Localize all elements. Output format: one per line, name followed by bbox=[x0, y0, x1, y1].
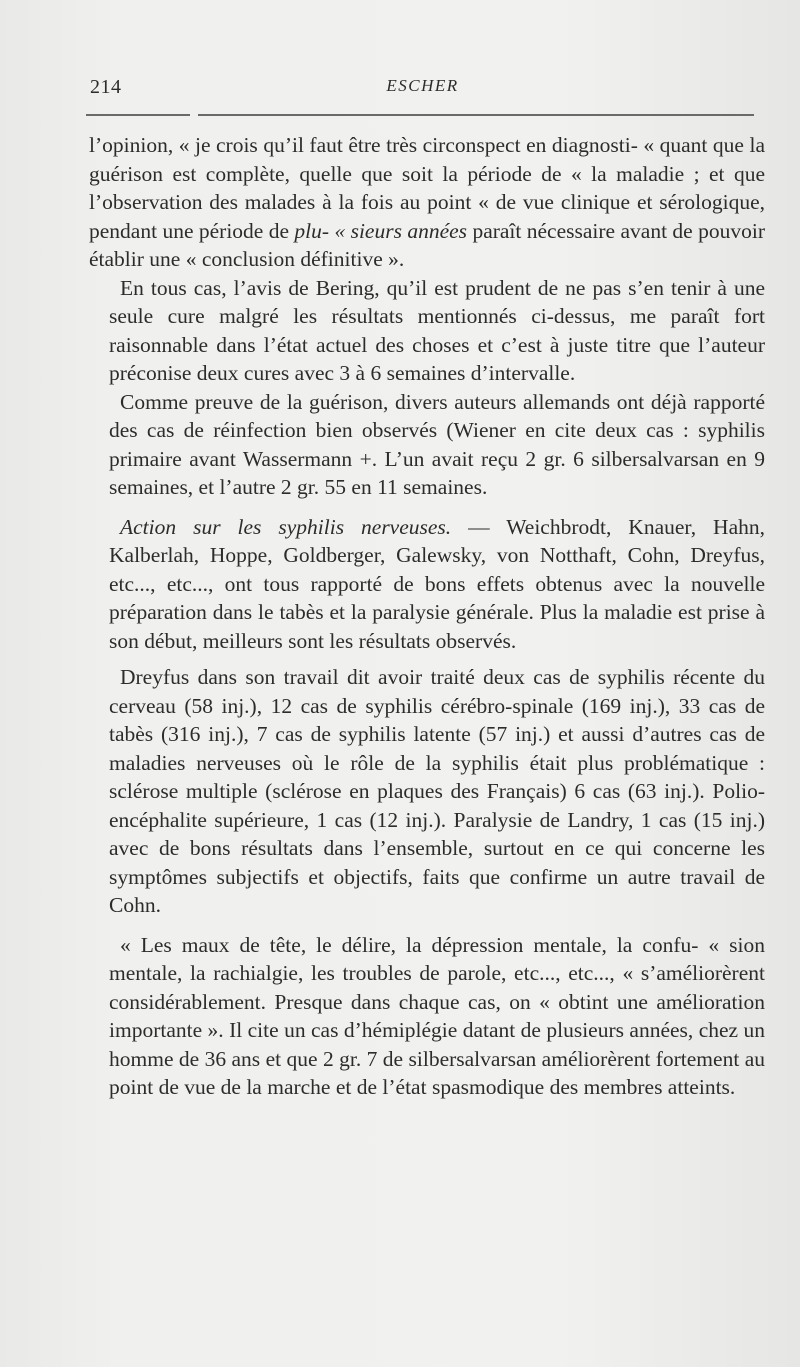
paragraph-1-text: l’opinion, « je crois qu’il faut être très circonspect en diagnosti- « quant que la guérison est complète, quelle que soit la période de « la maladie ; et que l’observation des malades à la fois au point « de vue clinique et sérologique, pendant une période de bbox=[89, 133, 765, 243]
page-header bbox=[90, 74, 755, 104]
paragraph-bering: En tous cas, l’avis de Bering, qu’il est prudent de ne pas s’en tenir à une seule cure malgré les résultats mentionnés ci-dessus, me paraît fort raisonnable dans l’état actuel des choses et c’est à juste titre que l’auteur préconise deux cures avec 3 à 6 semaines d’intervalle. bbox=[109, 275, 765, 385]
paragraph-1-end: paraît nécessaire avant de pouvoir établir une « conclusion définitive ». bbox=[89, 218, 765, 271]
body-text bbox=[89, 131, 765, 1102]
paragraph-quote-continuation bbox=[89, 131, 765, 274]
header-rule-short bbox=[86, 114, 190, 116]
paragraph-reinfection: Comme preuve de la guérison, divers auteurs allemands ont déjà rapporté des cas de réinfection bien observés (Wiener en cite deux cas : syphilis primaire avant Wassermann +. L’un avait reçu 2 gr. 6 silbersalvarsan en 9 semaines, et l’autre 2 gr. 55 en 11 semaines. bbox=[109, 389, 765, 499]
page-number: 214 bbox=[90, 76, 122, 98]
section-heading-italic: Action sur les syphilis nerveuses. bbox=[120, 514, 452, 539]
paragraph-quote-improvement: « Les maux de tête, le délire, la dépression mentale, la confu- « sion mentale, la rachialgie, les troubles de parole, etc..., etc..., « s’améliorèrent considérablement. Presque dans chaque cas, on « obtint une amélioration importante ». Il cite un cas d’hémiplégie datant de plusieurs années, chez un homme de 36 ans et que 2 gr. 7 de silbersalvarsan améliorèrent fortement au point de vue de la marche et de l’état spasmodique des membres atteints. bbox=[109, 932, 765, 1099]
paragraph-nervous-syphilis bbox=[109, 513, 765, 656]
paragraph-1-italic: plu- « sieurs années bbox=[294, 218, 468, 243]
header-rule-long bbox=[198, 114, 754, 116]
paragraph-dreyfus: Dreyfus dans son travail dit avoir traité deux cas de syphilis récente du cerveau (58 inj.), 12 cas de syphilis cérébro-spinale (169 inj.), 33 cas de tabès (316 inj.), 7 cas de syphilis latente (57 inj.) et aussi d’autres cas de maladies nerveuses où le rôle de la syphilis était plus problématique : sclérose multiple (sclérose en plaques des Français) 6 cas (63 inj.). Polio-encéphalite supérieure, 1 cas (12 inj.). Paralysie de Landry, 1 cas (15 inj.) avec de bons résultats dans l’ensemble, surtout en ce qui concerne les symptômes subjectifs et objectifs, faits que confirme un autre travail de Cohn. bbox=[109, 665, 765, 917]
running-head: ESCHER bbox=[386, 76, 459, 95]
paragraph-4-text: — Weichbrodt, Knauer, Hahn, Kalberlah, Hoppe, Goldberger, Galewsky, von Notthaft, Cohn, Dreyfus, etc..., etc..., ont tous rapporté de bons effets obtenus avec la nouvelle préparation dans le tabès et la paralysie générale. Plus la maladie est prise à son début, meilleurs sont les résultats observés. bbox=[109, 514, 765, 653]
